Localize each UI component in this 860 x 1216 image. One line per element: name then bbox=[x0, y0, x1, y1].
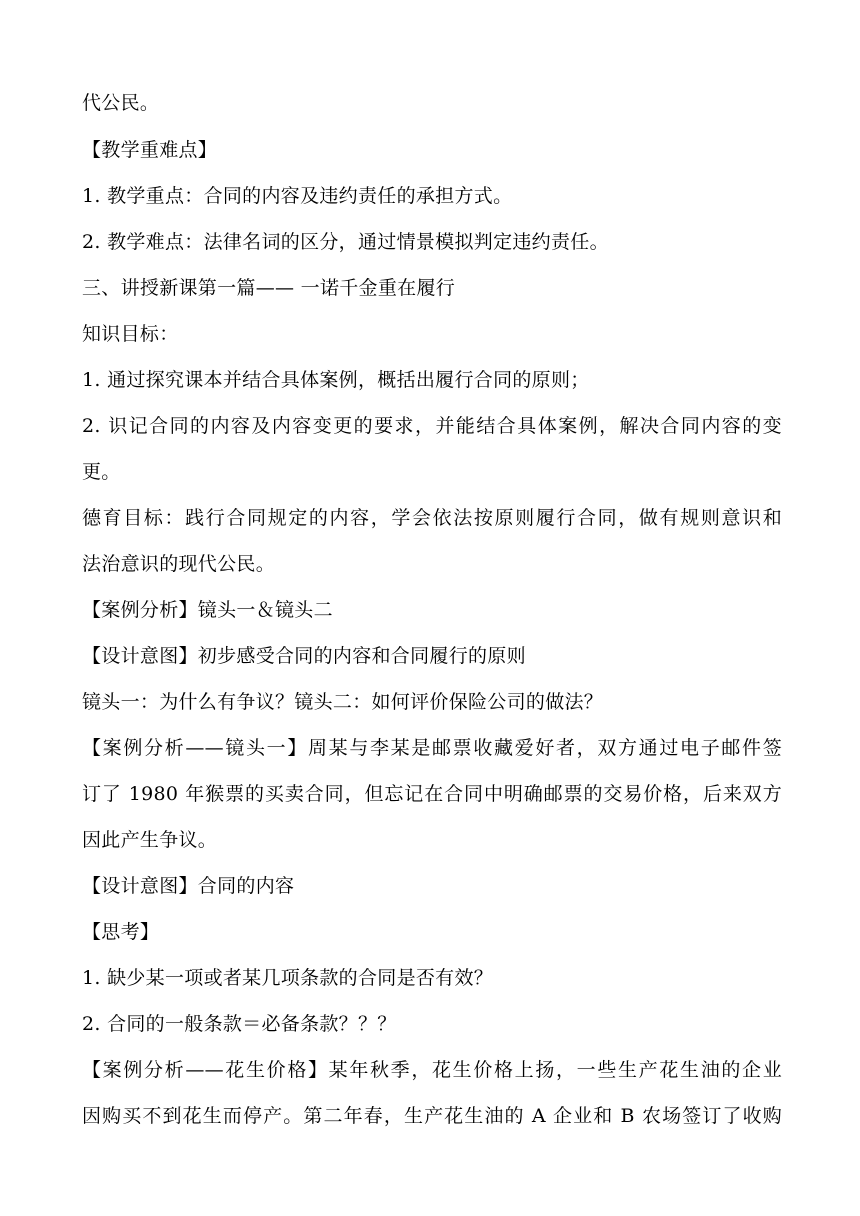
text-line: 【案例分析——镜头一】周某与李某是邮票收藏爱好者，双方通过电子邮件签 bbox=[82, 737, 782, 759]
text-line: 代公民。 bbox=[82, 92, 160, 114]
section-heading: 三、讲授新课第一篇—— 一诺千金重在履行 bbox=[82, 277, 456, 299]
text-line: 法治意识的现代公民。 bbox=[82, 553, 276, 575]
text-line: 2. 教学难点：法律名词的区分，通过情景模拟判定违约责任。 bbox=[82, 231, 609, 253]
text-line: 2. 识记合同的内容及内容变更的要求，并能结合具体案例，解决合同内容的变 bbox=[82, 415, 782, 437]
text-line: 知识目标： bbox=[82, 323, 179, 345]
text-line: 1. 教学重点：合同的内容及违约责任的承担方式。 bbox=[82, 185, 513, 207]
text-line: 德育目标：践行合同规定的内容，学会依法按原则履行合同，做有规则意识和 bbox=[82, 507, 782, 529]
section-heading: 【设计意图】初步感受合同的内容和合同履行的原则 bbox=[82, 645, 526, 667]
section-heading: 【案例分析】镜头一＆镜头二 bbox=[82, 599, 333, 621]
text-line: 2. 合同的一般条款＝必备条款？？？ bbox=[82, 1013, 397, 1035]
text-line: 1. 缺少某一项或者某几项条款的合同是否有效？ bbox=[82, 967, 494, 989]
text-line: 因购买不到花生而停产。第二年春，生产花生油的 A 企业和 B 农场签订了收购 bbox=[82, 1105, 782, 1127]
section-heading: 【设计意图】合同的内容 bbox=[82, 875, 295, 897]
text-line: 【案例分析——花生价格】某年秋季，花生价格上扬，一些生产花生油的企业 bbox=[82, 1059, 782, 1081]
text-line: 1. 通过探究课本并结合具体案例，概括出履行合同的原则； bbox=[82, 369, 590, 391]
text-line: 更。 bbox=[82, 461, 121, 483]
text-line: 因此产生争议。 bbox=[82, 829, 218, 851]
text-line: 订了 1980 年猴票的买卖合同，但忘记在合同中明确邮票的交易价格，后来双方 bbox=[82, 783, 782, 805]
section-heading: 【思考】 bbox=[82, 921, 160, 943]
section-heading: 【教学重难点】 bbox=[82, 139, 218, 161]
text-line: 镜头一：为什么有争议？镜头二：如何评价保险公司的做法？ bbox=[82, 691, 604, 713]
